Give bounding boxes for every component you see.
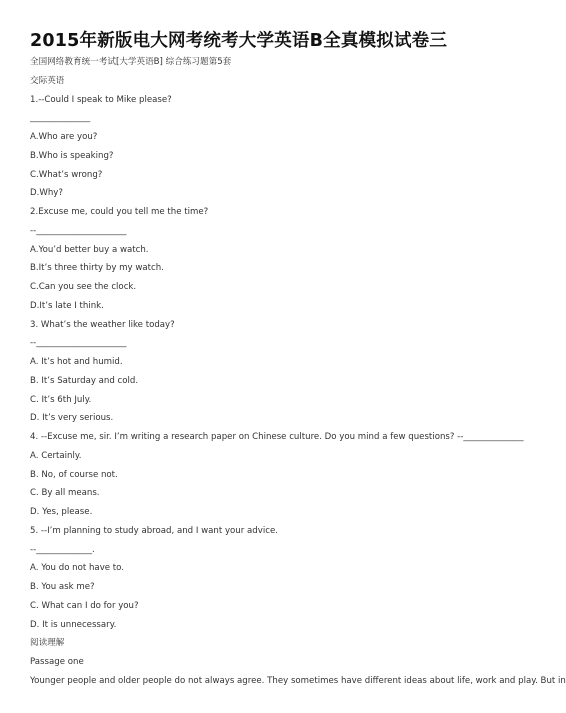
question-5-option-a: A. You do not have to.: [30, 563, 125, 573]
question-2-option-b: B.It’s three thirty by my watch.: [30, 263, 164, 273]
question-4-option-b: B. No, of course not.: [30, 470, 118, 480]
question-3-option-b: B. It’s Saturday and cold.: [30, 376, 139, 386]
question-5-blank: --_____________.: [30, 545, 95, 555]
question-3-blank: --_____________________: [30, 338, 127, 348]
question-2-blank: --_____________________: [30, 226, 127, 236]
section-heading-reading: 阅读理解: [30, 638, 65, 648]
subtitle: 全国网络教育统一考试[大学英语B] 综合练习题第5套: [30, 57, 232, 67]
question-4-stem: 4. --Excuse me, sir. I’m writing a research paper on Chinese culture. Do you mind a few questions? --______________: [30, 432, 524, 442]
question-1-option-b: B.Who is speaking?: [30, 151, 114, 161]
passage-title: Passage one: [30, 657, 84, 667]
question-2-option-c: C.Can you see the clock.: [30, 282, 137, 292]
question-3-option-c: C. It’s 6th July.: [30, 395, 92, 405]
question-2-option-d: D.It’s late I think.: [30, 301, 104, 311]
question-3-option-a: A. It’s hot and humid.: [30, 357, 123, 367]
question-1-option-d: D.Why?: [30, 188, 63, 198]
question-3-stem: 3. What’s the weather like today?: [30, 320, 175, 330]
question-1-option-a: A.Who are you?: [30, 132, 98, 142]
question-1-blank: ______________: [30, 113, 91, 123]
section-heading-communication: 交际英语: [30, 76, 65, 86]
passage-text: Younger people and older people do not always agree. They sometimes have different ideas about life, work and play. But in: [30, 676, 566, 686]
question-2-option-a: A.You’d better buy a watch.: [30, 245, 149, 255]
question-4-option-d: D. Yes, please.: [30, 507, 93, 517]
question-4-option-c: C. By all means.: [30, 488, 100, 498]
page-title: 2015年新版电大网考统考大学英语B全真模拟试卷三: [30, 31, 448, 51]
question-5-stem: 5. --I’m planning to study abroad, and I want your advice.: [30, 526, 278, 536]
question-5-option-d: D. It is unnecessary.: [30, 620, 117, 630]
question-2-stem: 2.Excuse me, could you tell me the time?: [30, 207, 209, 217]
question-5-option-c: C. What can I do for you?: [30, 601, 139, 611]
question-3-option-d: D. It’s very serious.: [30, 413, 114, 423]
question-5-option-b: B. You ask me?: [30, 582, 95, 592]
question-1-stem: 1.--Could I speak to Mike please?: [30, 95, 172, 105]
question-1-option-c: C.What’s wrong?: [30, 170, 103, 180]
question-4-option-a: A. Certainly.: [30, 451, 82, 461]
